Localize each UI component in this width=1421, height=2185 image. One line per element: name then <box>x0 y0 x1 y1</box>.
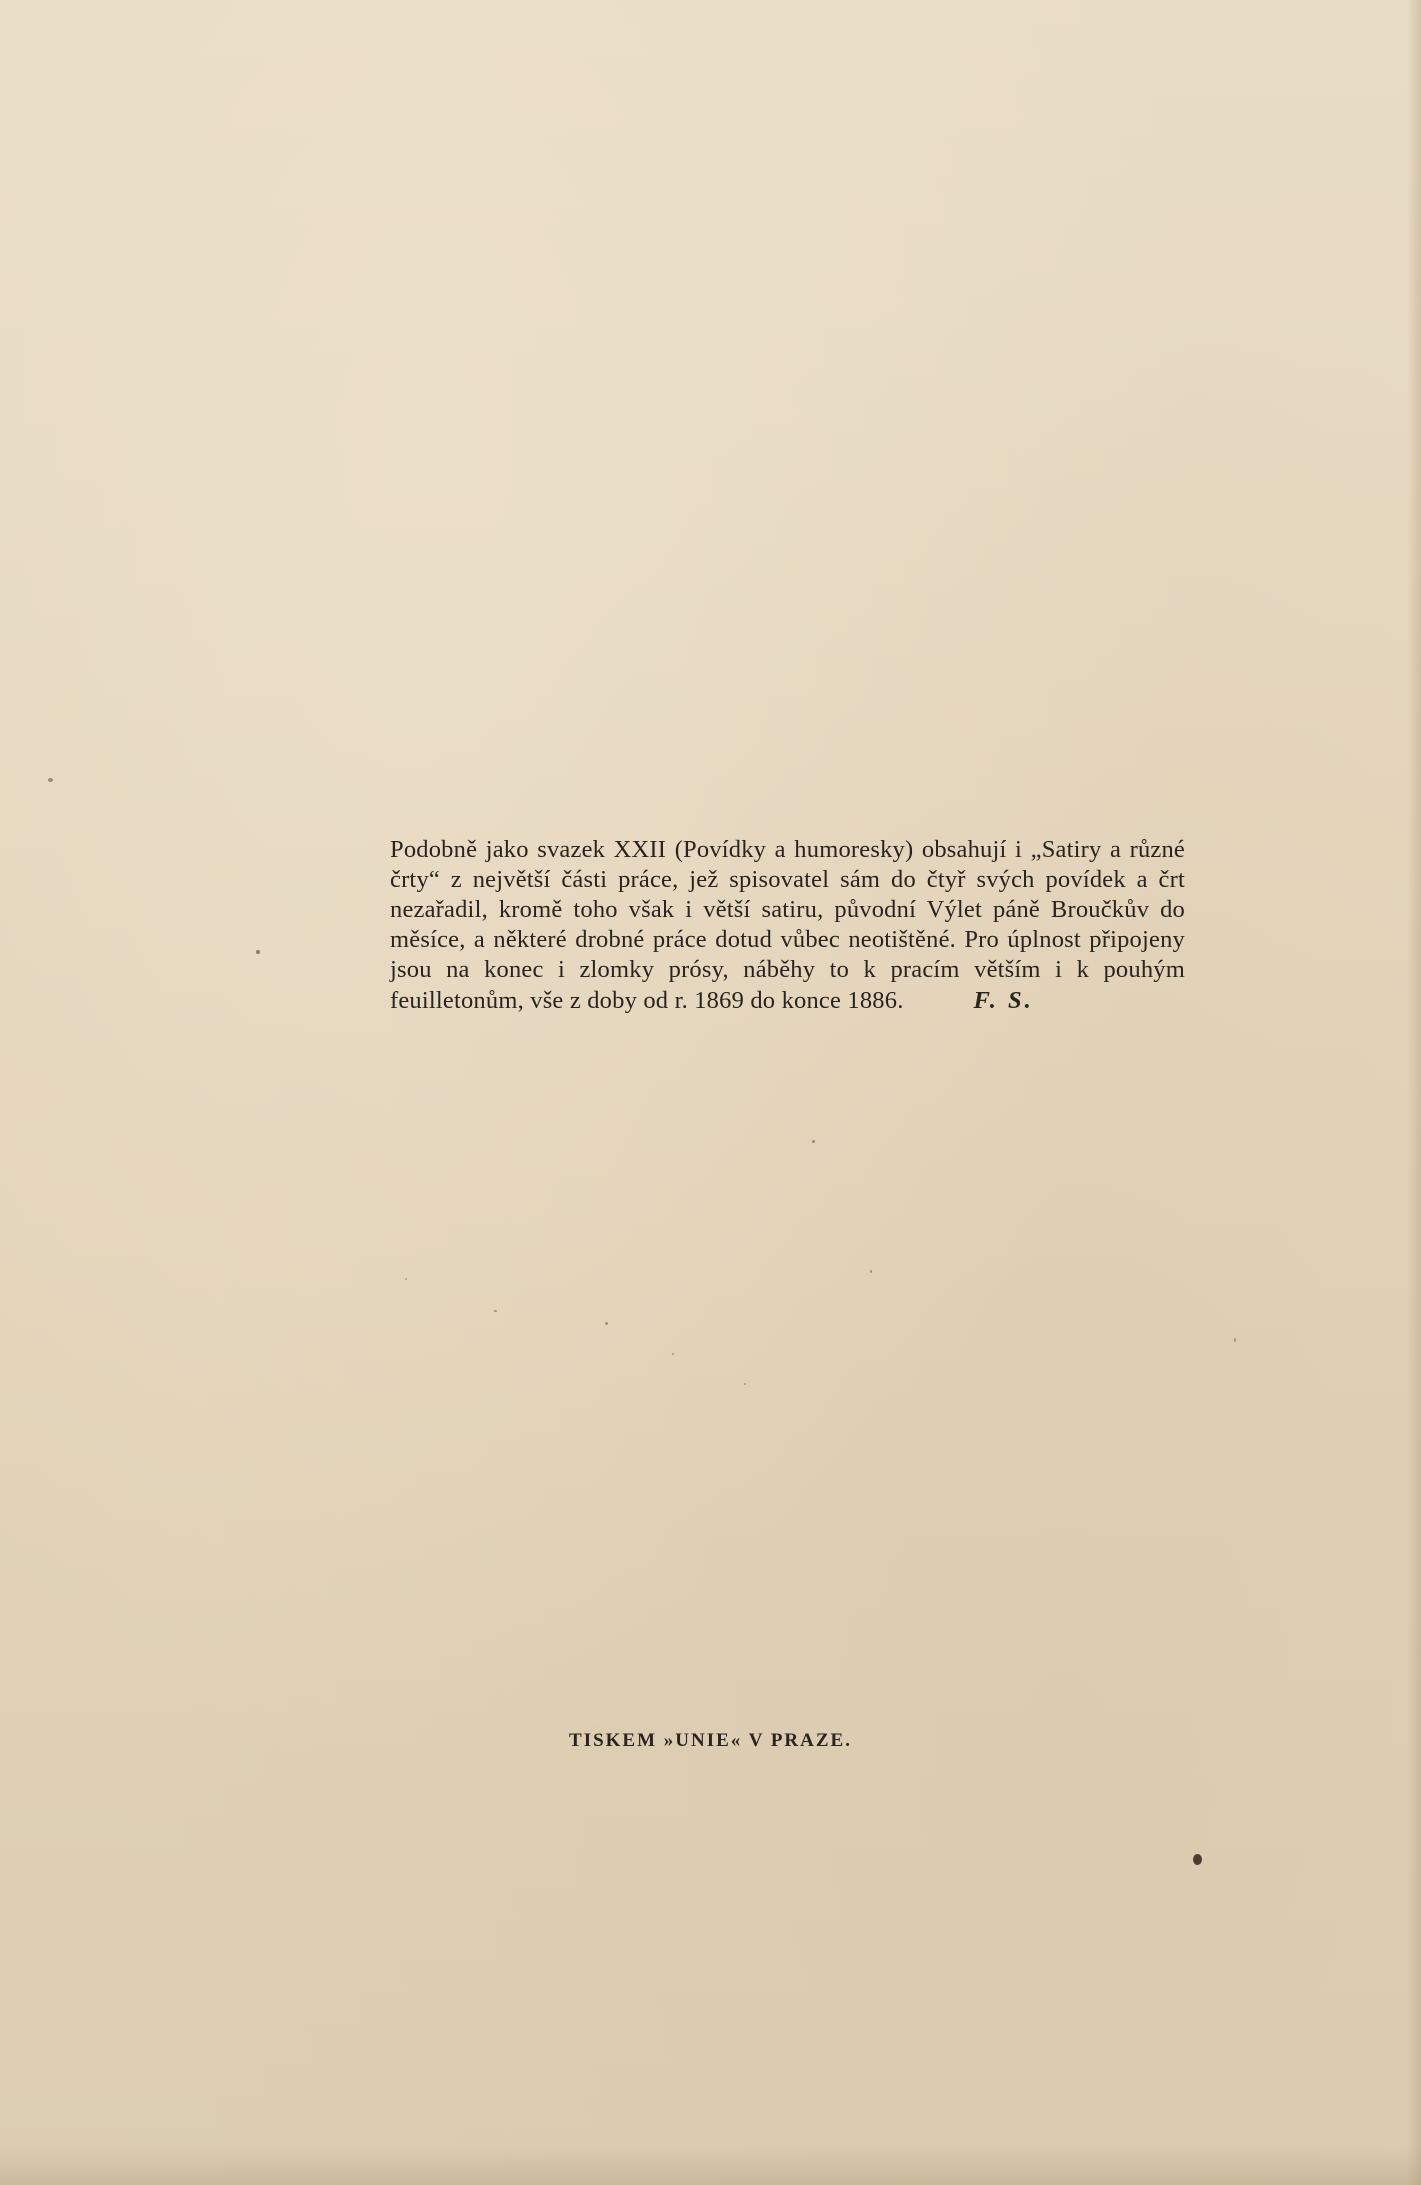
page-bottom-shadow <box>0 2145 1421 2185</box>
printer-imprint: TISKEM »UNIE« V PRAZE. <box>569 1730 852 1751</box>
paper-speck <box>605 1322 608 1325</box>
paper-speck <box>812 1140 815 1143</box>
paper-speck <box>1234 1338 1236 1342</box>
paper-speck <box>672 1353 674 1355</box>
paper-speck <box>48 778 53 782</box>
paper-speck <box>870 1270 872 1273</box>
paper-speck <box>494 1310 497 1312</box>
paper-speck <box>1193 1854 1202 1865</box>
paper-speck <box>405 1278 407 1280</box>
editorial-note <box>390 835 1185 1016</box>
editor-signature: F. S. <box>973 986 1034 1014</box>
paper-speck <box>744 1383 746 1385</box>
editorial-note-text: Podobně jako svazek XXII (Povídky a humoresky) obsahují i „Satiry a různé črty“ z největší části práce, jež spisovatel sám do čtyř svých povídek a črt nezařadil, kromě toho však i větší satiru, původní Výlet páně Broučkův do měsíce, a některé drobné práce dotud vůbec neotištěné. Pro úplnost připojeny jsou na konec i zlomky prósy, náběhy to k pracím větším i k pouhým feuilletonům, vše z doby od r. 1869 do konce 1886. <box>390 835 1185 1014</box>
page-edge-shadow <box>1407 0 1421 2185</box>
paper-speck <box>256 950 260 954</box>
